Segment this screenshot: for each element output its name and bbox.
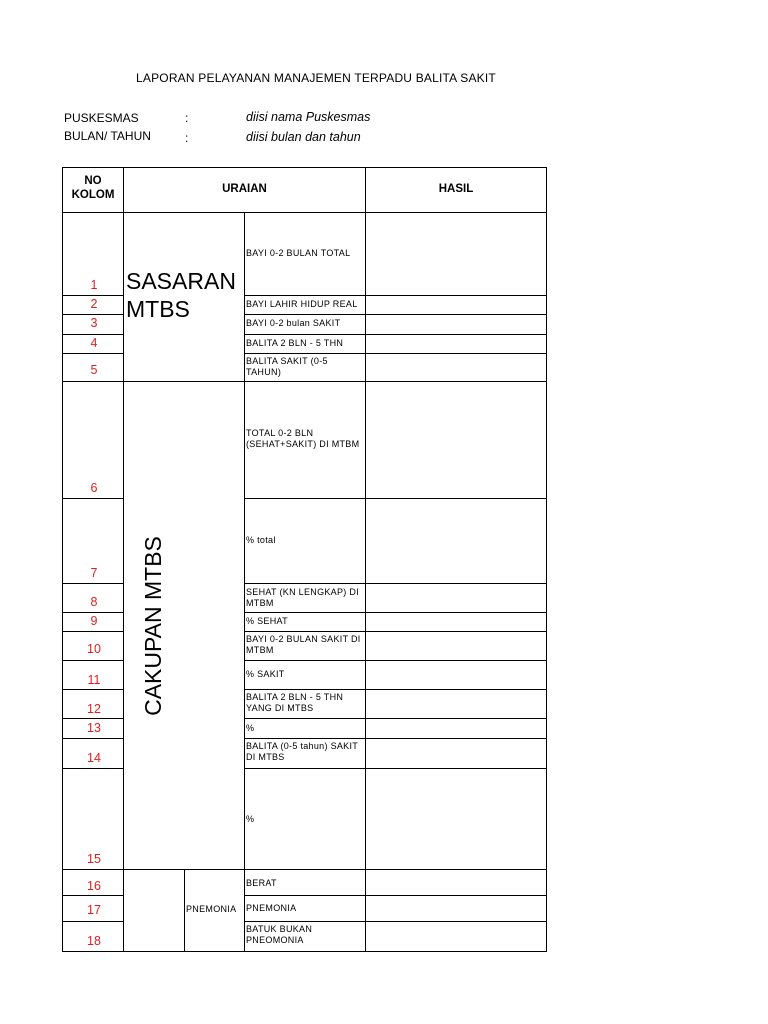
row-uraian: BATUK BUKAN PNEOMONIA — [246, 924, 313, 945]
row-number: 17 — [87, 903, 101, 917]
report-title: LAPORAN PELAYANAN MANAJEMEN TERPADU BALITA SAKIT — [136, 71, 496, 85]
row-hasil-cell[interactable] — [366, 613, 546, 631]
bulan-tahun-colon: : — [185, 131, 189, 145]
row-uraian: BALITA 2 BLN - 5 THN — [246, 338, 344, 348]
row-hasil-cell[interactable] — [366, 382, 546, 498]
row-number: 7 — [90, 566, 98, 580]
row-number: 18 — [87, 934, 101, 948]
row-number: 16 — [87, 879, 101, 893]
section-sasaran-mtbs: SASARAN MTBS — [126, 268, 236, 322]
row-uraian: PNEMONIA — [246, 903, 297, 913]
row-hasil-cell[interactable] — [366, 335, 546, 353]
row-uraian: BAYI 0-2 BULAN TOTAL — [246, 248, 351, 258]
row-uraian: % — [246, 814, 255, 824]
row-uraian: SEHAT (KN LENGKAP) DI MTBM — [246, 587, 359, 608]
row-hasil-cell[interactable] — [366, 690, 546, 718]
row-uraian: % SEHAT — [246, 616, 288, 626]
row-number: 13 — [87, 721, 101, 735]
row-number: 4 — [90, 336, 98, 350]
row-uraian: % SAKIT — [246, 669, 285, 679]
row-number: 6 — [90, 481, 98, 495]
section-cakupan-mtbs: CAKUPAN MTBS — [140, 536, 166, 716]
row-uraian: BAYI 0-2 BULAN SAKIT DI MTBM — [246, 634, 361, 655]
row-hasil-cell[interactable] — [366, 922, 546, 951]
puskesmas-colon: : — [185, 111, 189, 125]
row-uraian: BAYI 0-2 bulan SAKIT — [246, 318, 341, 328]
row-hasil-cell[interactable] — [366, 213, 546, 295]
section-pnemonia: PNEMONIA — [186, 904, 237, 914]
row-uraian: % — [246, 723, 255, 733]
header-hasil: HASIL — [438, 183, 474, 195]
row-number: 3 — [90, 316, 98, 330]
row-hasil-cell[interactable] — [366, 632, 546, 660]
row-number: 2 — [90, 297, 98, 311]
row-number: 12 — [87, 702, 101, 716]
row-number: 10 — [87, 642, 101, 656]
row-number: 15 — [87, 852, 101, 866]
row-hasil-cell[interactable] — [366, 661, 546, 689]
row-hasil-cell[interactable] — [366, 719, 546, 738]
row-hasil-cell[interactable] — [366, 315, 546, 334]
row-hasil-cell[interactable] — [366, 739, 546, 768]
row-uraian: BALITA 2 BLN - 5 THN YANG DI MTBS — [246, 692, 344, 713]
puskesmas-value[interactable]: diisi nama Puskesmas — [246, 110, 371, 124]
row-hasil-cell[interactable] — [366, 584, 546, 612]
row-uraian: BALITA (0-5 tahun) SAKIT DI MTBS — [246, 741, 358, 762]
row-number: 9 — [90, 614, 98, 628]
row-uraian: BALITA SAKIT (0-5 TAHUN) — [246, 356, 328, 377]
row-hasil-cell[interactable] — [366, 769, 546, 869]
row-uraian: BERAT — [246, 878, 277, 888]
row-number: 14 — [87, 751, 101, 765]
row-uraian: TOTAL 0-2 BLN (SEHAT+SAKIT) DI MTBM — [246, 428, 360, 449]
row-number: 8 — [90, 595, 98, 609]
row-hasil-cell[interactable] — [366, 499, 546, 583]
bulan-tahun-value[interactable]: diisi bulan dan tahun — [246, 130, 361, 144]
row-uraian: % total — [246, 535, 276, 545]
bulan-tahun-label: BULAN/ TAHUN — [64, 129, 151, 143]
header-uraian: URAIAN — [222, 183, 267, 195]
row-hasil-cell[interactable] — [366, 296, 546, 314]
row-hasil-cell[interactable] — [366, 896, 546, 921]
row-number: 1 — [90, 278, 98, 292]
puskesmas-label: PUSKESMAS — [64, 111, 139, 125]
row-number: 5 — [90, 363, 98, 377]
header-no-kolom: NO KOLOM — [71, 175, 115, 201]
row-number: 11 — [87, 673, 101, 687]
row-hasil-cell[interactable] — [366, 870, 546, 895]
row-hasil-cell[interactable] — [366, 354, 546, 381]
row-uraian: BAYI LAHIR HIDUP REAL — [246, 299, 358, 309]
